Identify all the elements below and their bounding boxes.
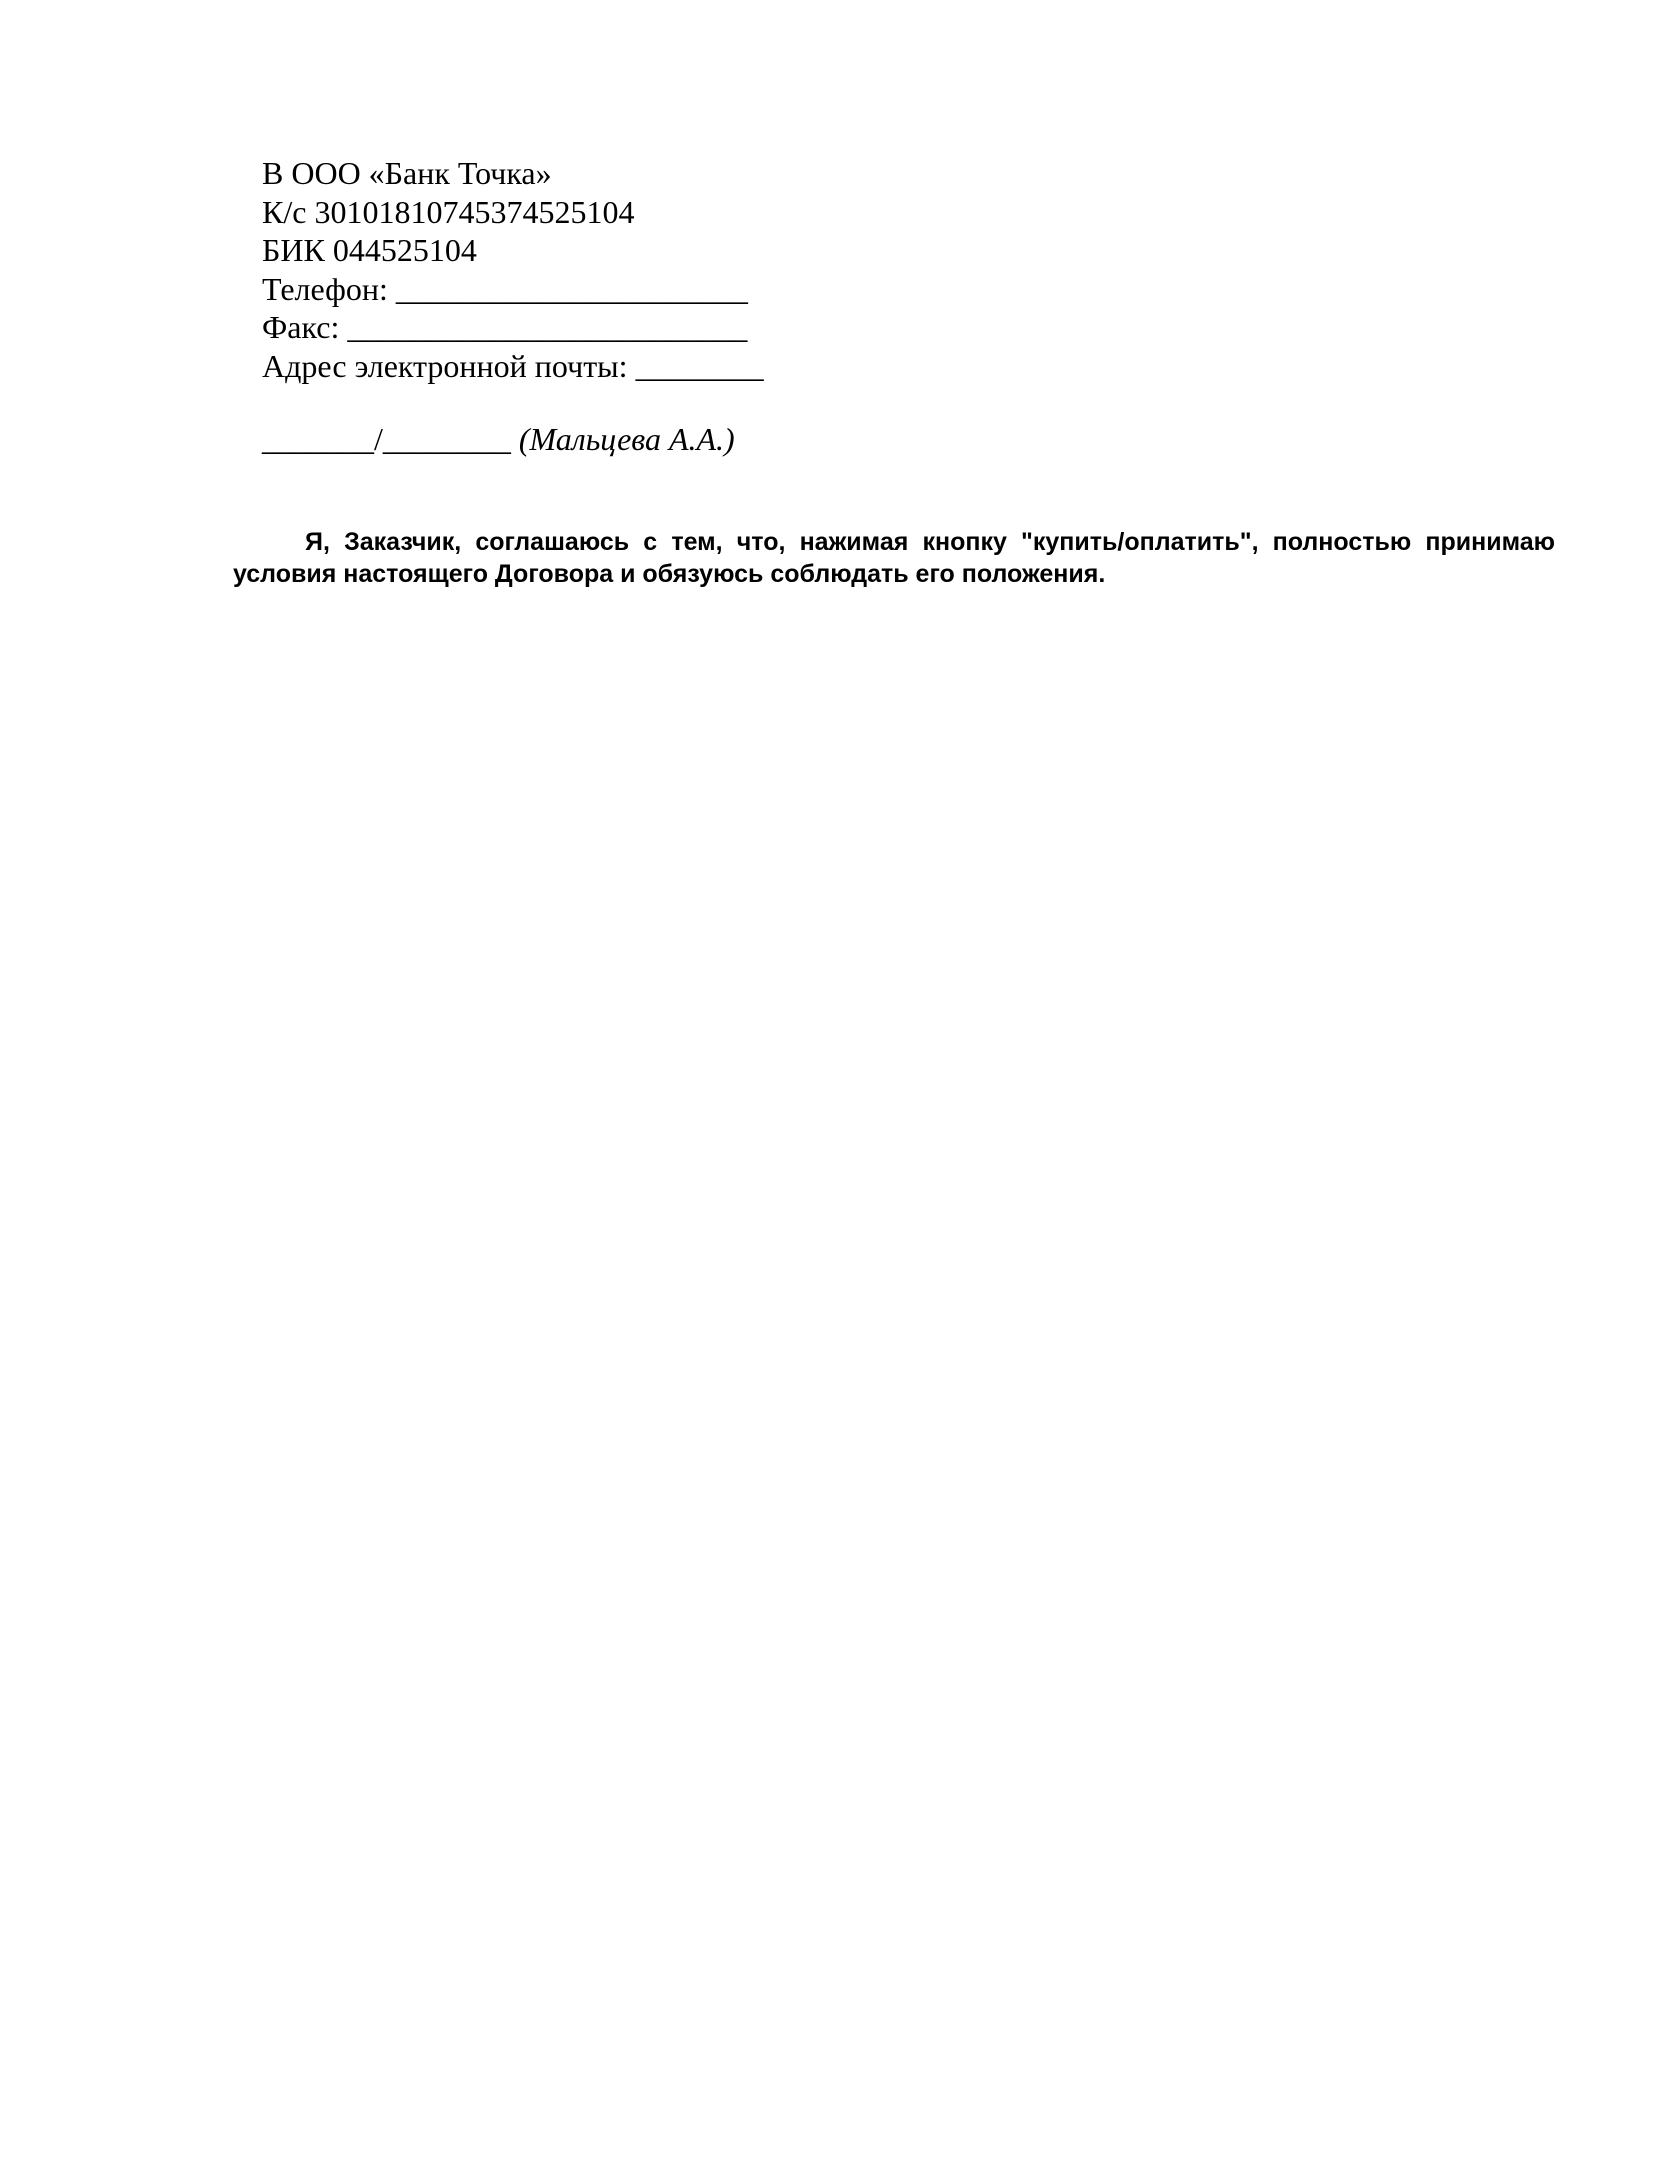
- signature-block: [262, 420, 735, 458]
- bank-requisites: [262, 154, 764, 385]
- phone-field: Телефон: ______________________: [262, 270, 748, 307]
- signature-lines: _______/________: [262, 421, 519, 457]
- bank-name: В ООО «Банк Точка»: [262, 155, 552, 191]
- fax-field: Факс: _________________________: [262, 309, 748, 345]
- bik-code: БИК 044525104: [262, 232, 477, 268]
- email-field: Адрес электронной почты: ________: [262, 347, 764, 384]
- agreement-paragraph: Я, Заказчик, соглашаюсь с тем, что, нажимая кнопку "купить/оплатить", полностью принимаю условия настоящего Договора и обязуюсь соблюдать его положения.: [233, 528, 1555, 588]
- correspondent-account: К/с 30101810745374525104: [262, 193, 635, 230]
- signatory-name: (Мальцева А.А.): [518, 421, 735, 457]
